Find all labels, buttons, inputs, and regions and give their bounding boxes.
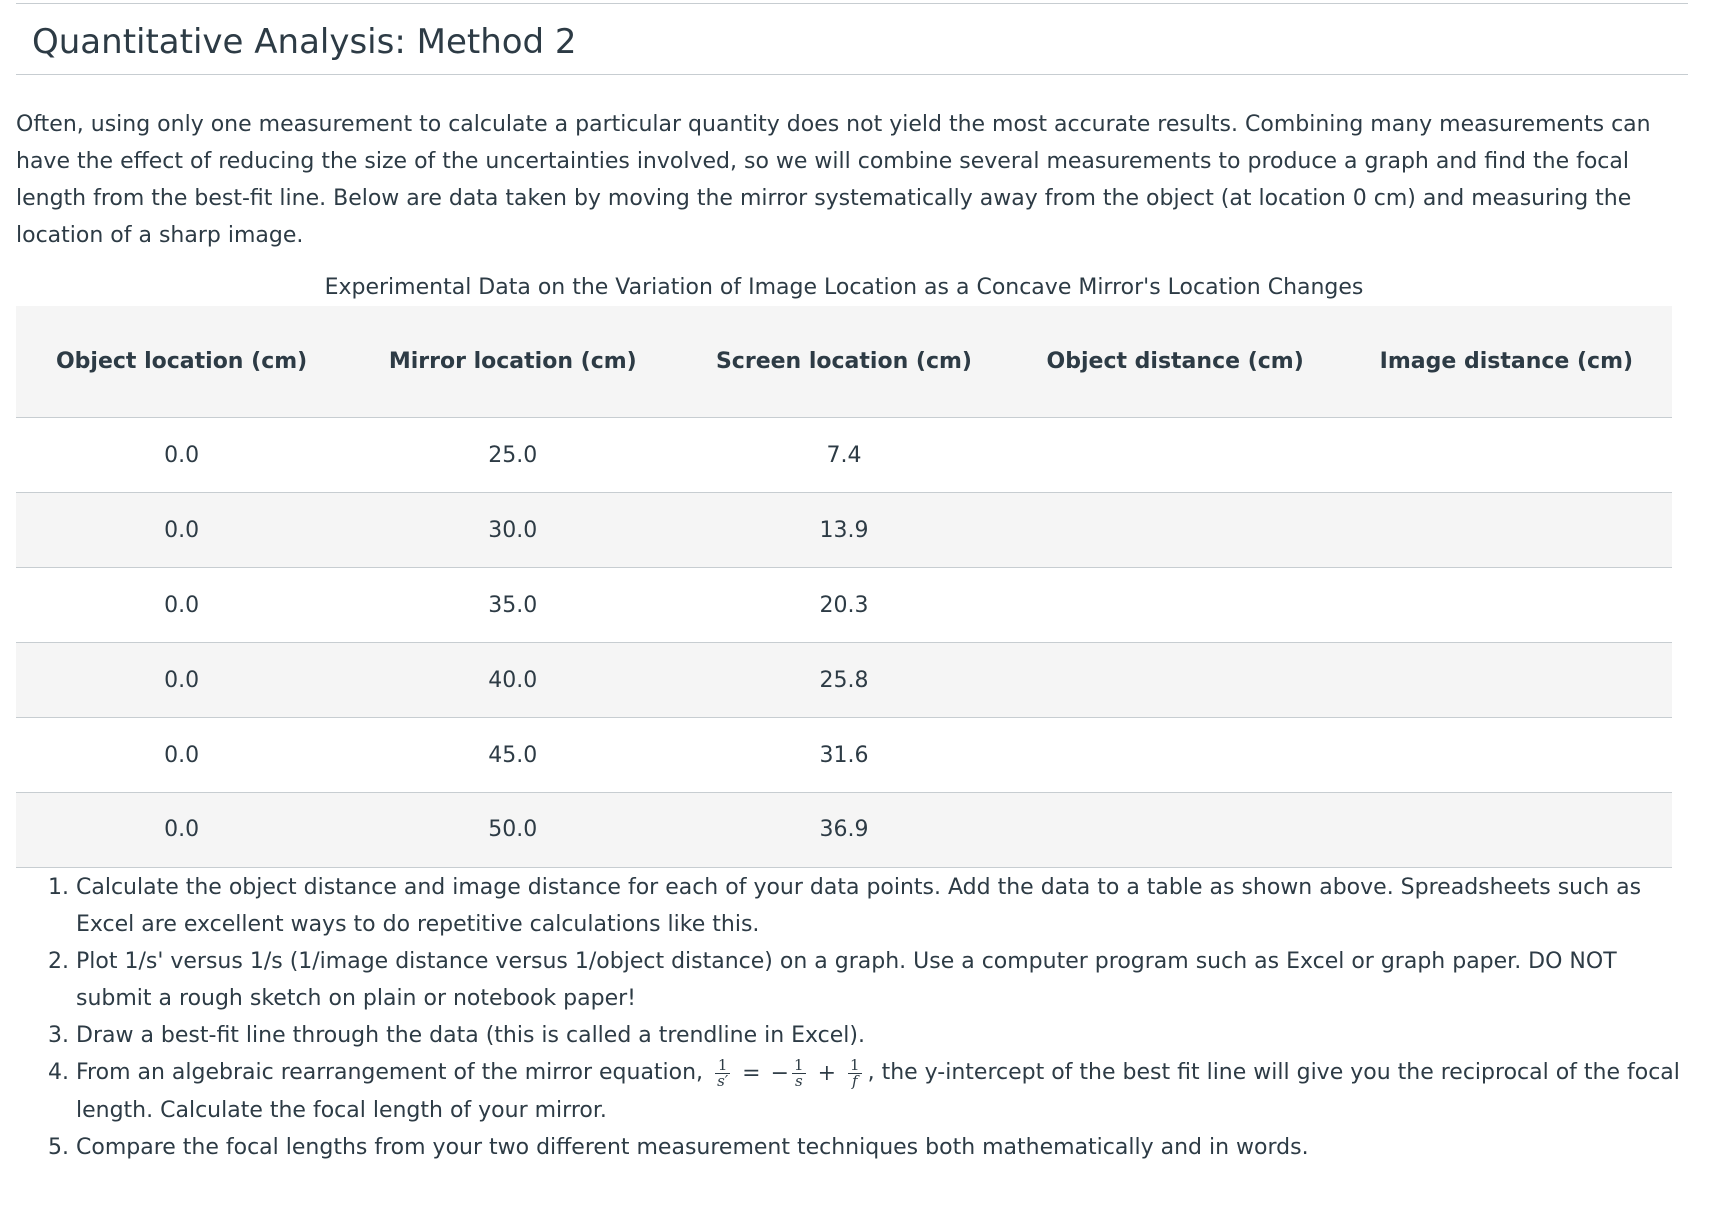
cell-mirror-location: 35.0 [347, 568, 678, 643]
cell-screen-location: 20.3 [678, 568, 1009, 643]
cell-object-distance [1010, 793, 1341, 868]
cell-screen-location: 25.8 [678, 643, 1009, 718]
table-row [16, 643, 1672, 718]
cell-image-distance [1341, 568, 1672, 643]
mirror-equation [713, 1054, 864, 1092]
minus-sign: − [770, 1060, 790, 1086]
instruction-item [76, 869, 1688, 943]
cell-image-distance [1341, 793, 1672, 868]
header-object-location: Object location (cm) [16, 306, 347, 418]
cell-image-distance [1341, 493, 1672, 568]
cell-screen-location: 36.9 [678, 793, 1009, 868]
table-caption: Experimental Data on the Variation of Image Location as a Concave Mirror's Location Changes [324, 275, 1364, 300]
title-divider [16, 74, 1688, 75]
cell-image-distance [1341, 418, 1672, 493]
data-table [16, 306, 1672, 868]
instruction-item [76, 1129, 1688, 1166]
equation-fraction-image [715, 1055, 730, 1090]
cell-screen-location: 7.4 [678, 418, 1009, 493]
top-divider [16, 3, 1688, 4]
cell-object-location: 0.0 [16, 568, 347, 643]
instruction-list [16, 869, 1688, 1166]
header-image-distance: Image distance (cm) [1341, 306, 1672, 418]
instruction-text: Draw a best-fit line through the data (this is called a trendline in Excel). [76, 1023, 865, 1048]
instruction-item [76, 1054, 1688, 1129]
cell-screen-location: 13.9 [678, 493, 1009, 568]
cell-object-distance [1010, 418, 1341, 493]
cell-mirror-location: 45.0 [347, 718, 678, 793]
table-row [16, 568, 1672, 643]
table-row [16, 418, 1672, 493]
instruction-item [76, 943, 1688, 1017]
instruction-item [76, 1017, 1688, 1054]
fraction-denominator: f [852, 1071, 858, 1090]
plus-sign: + [817, 1060, 837, 1086]
cell-mirror-location: 30.0 [347, 493, 678, 568]
fraction-denominator: s′ [717, 1071, 729, 1090]
fraction-numerator: 1 [850, 1055, 860, 1074]
cell-object-location: 0.0 [16, 418, 347, 493]
header-screen-location: Screen location (cm) [678, 306, 1009, 418]
table-row [16, 493, 1672, 568]
cell-object-distance [1010, 493, 1341, 568]
cell-image-distance [1341, 643, 1672, 718]
instruction-text: From an algebraic rearrangement of the mirror equation, [76, 1060, 704, 1085]
cell-object-location: 0.0 [16, 718, 347, 793]
fraction-denominator: s [794, 1071, 803, 1090]
table-header-row [16, 306, 1672, 418]
cell-object-distance [1010, 568, 1341, 643]
cell-object-location: 0.0 [16, 793, 347, 868]
equation-fraction-object [792, 1055, 806, 1090]
cell-object-location: 0.0 [16, 643, 347, 718]
cell-object-distance [1010, 718, 1341, 793]
instruction-text: Calculate the object distance and image distance for each of your data points. Add the data to a table as shown above. Spreadsheets such as Excel are excellent ways to do repetitive calculations like this. [76, 875, 1642, 937]
header-mirror-location: Mirror location (cm) [347, 306, 678, 418]
cell-object-distance [1010, 643, 1341, 718]
equation-fraction-focal [848, 1055, 862, 1090]
instruction-text: Compare the focal lengths from your two different measurement techniques both mathematically and in words. [76, 1134, 1309, 1160]
intro-paragraph: Often, using only one measurement to calculate a particular quantity does not yield the most accurate results. Combining many measurements can have the effect of reducing the size of the uncertainties involved, so we will combine several measurements to produce a graph and find the focal length from the best-fit line. Below are data taken by moving the mirror systematically away from the object (at location 0 cm) and measuring the location of a sharp image. [16, 112, 1651, 248]
cell-image-distance [1341, 718, 1672, 793]
cell-screen-location: 31.6 [678, 718, 1009, 793]
instruction-text: , the y-intercept of the best fit line will give you the reciprocal of the focal length. Calculate the focal length of your mirror. [76, 1060, 1680, 1123]
header-object-distance: Object distance (cm) [1010, 306, 1341, 418]
cell-mirror-location: 50.0 [347, 793, 678, 868]
cell-object-location: 0.0 [16, 493, 347, 568]
table-row [16, 793, 1672, 868]
table-row [16, 718, 1672, 793]
equals-sign: = [742, 1060, 761, 1086]
cell-mirror-location: 40.0 [347, 643, 678, 718]
cell-mirror-location: 25.0 [347, 418, 678, 493]
fraction-numerator: 1 [715, 1058, 730, 1074]
instruction-text: Plot 1/s' versus 1/s (1/image distance versus 1/object distance) on a graph. Use a computer program such as Excel or graph paper. DO NOT submit a rough sketch on plain or notebook paper! [76, 949, 1617, 1011]
fraction-numerator: 1 [794, 1055, 804, 1074]
page-title: Quantitative Analysis: Method 2 [32, 22, 577, 62]
